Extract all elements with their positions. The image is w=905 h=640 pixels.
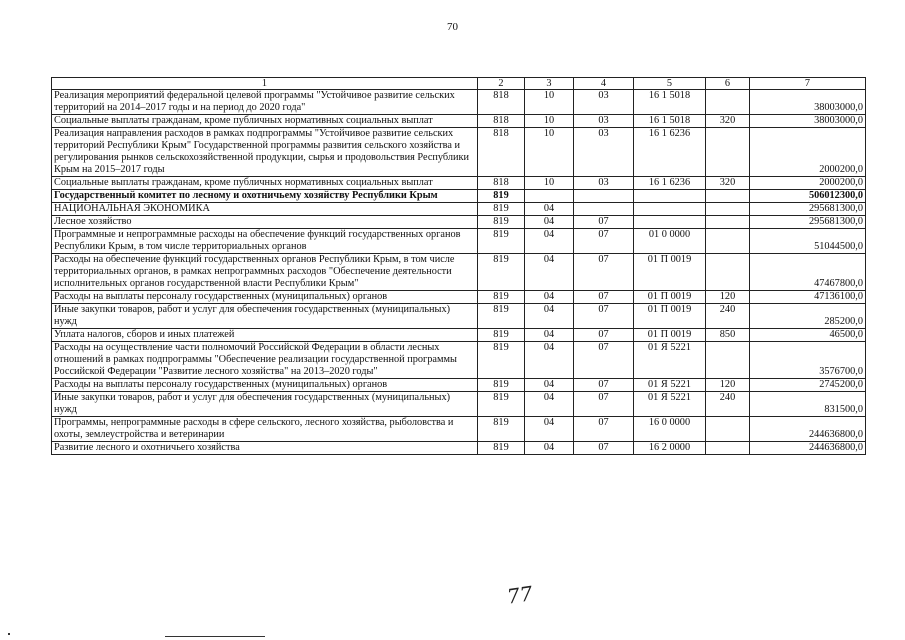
row-target-article [634, 203, 706, 216]
row-amount: 51044500,0 [750, 229, 866, 254]
row-target-article: 01 П 0019 [634, 329, 706, 342]
row-ministry-code: 819 [478, 342, 525, 379]
row-target-article [634, 190, 706, 203]
row-target-article: 01 П 0019 [634, 304, 706, 329]
row-expense-type [706, 216, 750, 229]
header-col-6: 6 [706, 78, 750, 90]
row-expense-type: 240 [706, 304, 750, 329]
margin-mark [8, 633, 10, 635]
row-section-code: 10 [525, 177, 574, 190]
row-description: Расходы на осуществление части полномочий Российской Федерации в области лесных отношений в рамках подпрограммы "Обеспечение реализации государственной программы Российской Федерации "Развитие лесного хозяйства" на 2013–2020 годы" [52, 342, 478, 379]
row-target-article: 01 Я 5221 [634, 379, 706, 392]
row-expense-type: 320 [706, 177, 750, 190]
row-subsection-code [574, 190, 634, 203]
row-description: Развитие лесного и охотничьего хозяйства [52, 442, 478, 455]
table-row [52, 229, 866, 254]
row-ministry-code: 819 [478, 379, 525, 392]
row-ministry-code: 818 [478, 177, 525, 190]
row-section-code [525, 190, 574, 203]
table-row [52, 128, 866, 177]
row-description: Социальные выплаты гражданам, кроме публичных нормативных социальных выплат [52, 115, 478, 128]
row-description: Программные и непрограммные расходы на обеспечение функций государственных органов Республики Крым, в том числе территориальных органов [52, 229, 478, 254]
table-row [52, 304, 866, 329]
row-amount: 2000200,0 [750, 128, 866, 177]
row-description: Социальные выплаты гражданам, кроме публичных нормативных социальных выплат [52, 177, 478, 190]
header-col-4: 4 [574, 78, 634, 90]
page-number: 70 [447, 21, 458, 33]
row-section-code: 04 [525, 442, 574, 455]
row-target-article: 16 1 6236 [634, 128, 706, 177]
row-target-article: 16 1 5018 [634, 115, 706, 128]
row-subsection-code: 07 [574, 379, 634, 392]
table-row [52, 442, 866, 455]
row-amount: 2745200,0 [750, 379, 866, 392]
row-section-code: 10 [525, 90, 574, 115]
row-section-code: 04 [525, 229, 574, 254]
table-row [52, 203, 866, 216]
row-amount: 295681300,0 [750, 216, 866, 229]
row-expense-type [706, 190, 750, 203]
row-target-article: 16 2 0000 [634, 442, 706, 455]
row-ministry-code: 819 [478, 229, 525, 254]
row-section-code: 04 [525, 392, 574, 417]
row-section-code: 04 [525, 254, 574, 291]
table-body [52, 90, 866, 455]
row-section-code: 10 [525, 128, 574, 177]
row-ministry-code: 819 [478, 417, 525, 442]
table-row [52, 342, 866, 379]
row-expense-type [706, 203, 750, 216]
row-expense-type: 240 [706, 392, 750, 417]
table-row [52, 392, 866, 417]
row-amount: 244636800,0 [750, 417, 866, 442]
row-expense-type [706, 254, 750, 291]
row-ministry-code: 818 [478, 128, 525, 177]
row-subsection-code: 07 [574, 417, 634, 442]
row-section-code: 04 [525, 216, 574, 229]
row-amount: 506012300,0 [750, 190, 866, 203]
row-amount: 47467800,0 [750, 254, 866, 291]
row-ministry-code: 819 [478, 392, 525, 417]
row-amount: 244636800,0 [750, 442, 866, 455]
row-expense-type: 120 [706, 379, 750, 392]
table-row [52, 190, 866, 203]
row-description: Лесное хозяйство [52, 216, 478, 229]
header-col-3: 3 [525, 78, 574, 90]
header-col-7: 7 [750, 78, 866, 90]
row-section-code: 04 [525, 342, 574, 379]
row-amount: 2000200,0 [750, 177, 866, 190]
row-description: Программы, непрограммные расходы в сфере сельского, лесного хозяйства, рыболовства и охоты, землеустройства и ветеринарии [52, 417, 478, 442]
row-description: Расходы на выплаты персоналу государственных (муниципальных) органов [52, 379, 478, 392]
row-amount: 295681300,0 [750, 203, 866, 216]
table-header-row [52, 78, 866, 90]
row-amount: 831500,0 [750, 392, 866, 417]
row-amount: 38003000,0 [750, 90, 866, 115]
row-expense-type: 850 [706, 329, 750, 342]
table-row [52, 216, 866, 229]
header-col-5: 5 [634, 78, 706, 90]
row-expense-type [706, 90, 750, 115]
row-subsection-code: 03 [574, 128, 634, 177]
row-section-code: 04 [525, 379, 574, 392]
row-subsection-code: 07 [574, 254, 634, 291]
budget-table [51, 77, 866, 455]
row-subsection-code: 07 [574, 342, 634, 379]
row-ministry-code: 818 [478, 90, 525, 115]
table-row [52, 254, 866, 291]
row-description: Реализация мероприятий федеральной целевой программы "Устойчивое развитие сельских территорий на 2014–2017 годы и на период до 2020 года" [52, 90, 478, 115]
row-subsection-code: 03 [574, 177, 634, 190]
table-row [52, 417, 866, 442]
row-subsection-code: 03 [574, 115, 634, 128]
row-expense-type [706, 229, 750, 254]
row-ministry-code: 818 [478, 115, 525, 128]
row-section-code: 04 [525, 291, 574, 304]
row-subsection-code: 03 [574, 90, 634, 115]
row-description: Государственный комитет по лесному и охотничьему хозяйству Республики Крым [52, 190, 478, 203]
row-target-article: 01 П 0019 [634, 254, 706, 291]
row-section-code: 10 [525, 115, 574, 128]
row-target-article: 01 Я 5221 [634, 392, 706, 417]
row-expense-type: 120 [706, 291, 750, 304]
row-target-article [634, 216, 706, 229]
row-description: Уплата налогов, сборов и иных платежей [52, 329, 478, 342]
row-section-code: 04 [525, 417, 574, 442]
table-row [52, 329, 866, 342]
row-target-article: 16 0 0000 [634, 417, 706, 442]
row-amount: 285200,0 [750, 304, 866, 329]
table-row [52, 177, 866, 190]
row-description: Расходы на обеспечение функций государственных органов Республики Крым, в том числе территориальных органов, в рамках непрограммных расходов "Обеспечение деятельности исполнительных органов государственной власти Республики Крым" [52, 254, 478, 291]
header-col-2: 2 [478, 78, 525, 90]
row-ministry-code: 819 [478, 329, 525, 342]
row-ministry-code: 819 [478, 190, 525, 203]
row-ministry-code: 819 [478, 216, 525, 229]
row-expense-type [706, 442, 750, 455]
row-subsection-code [574, 203, 634, 216]
row-section-code: 04 [525, 304, 574, 329]
row-description: Иные закупки товаров, работ и услуг для обеспечения государственных (муниципальных) нужд [52, 392, 478, 417]
row-section-code: 04 [525, 329, 574, 342]
row-ministry-code: 819 [478, 442, 525, 455]
row-description: Расходы на выплаты персоналу государственных (муниципальных) органов [52, 291, 478, 304]
row-description: Иные закупки товаров, работ и услуг для обеспечения государственных (муниципальных) нужд [52, 304, 478, 329]
row-amount: 46500,0 [750, 329, 866, 342]
row-target-article: 01 П 0019 [634, 291, 706, 304]
row-ministry-code: 819 [478, 304, 525, 329]
row-amount: 38003000,0 [750, 115, 866, 128]
row-subsection-code: 07 [574, 216, 634, 229]
table-row [52, 115, 866, 128]
row-expense-type [706, 417, 750, 442]
table-row [52, 291, 866, 304]
row-ministry-code: 819 [478, 291, 525, 304]
footer-divider [165, 636, 265, 637]
row-description: Реализация направления расходов в рамках подпрограммы "Устойчивое развитие сельских территорий Республики Крым" Государственной программы развития сельского хозяйства и регулирования рынков сельскохозяйственной продукции, сырья и продовольствия Республики Крым на 2015–2017 годы [52, 128, 478, 177]
row-subsection-code: 07 [574, 442, 634, 455]
row-ministry-code: 819 [478, 203, 525, 216]
row-amount: 3576700,0 [750, 342, 866, 379]
row-expense-type: 320 [706, 115, 750, 128]
table-row [52, 379, 866, 392]
row-target-article: 16 1 6236 [634, 177, 706, 190]
handwritten-signature: 77 [505, 581, 534, 609]
row-section-code: 04 [525, 203, 574, 216]
row-target-article: 16 1 5018 [634, 90, 706, 115]
row-expense-type [706, 128, 750, 177]
row-subsection-code: 07 [574, 304, 634, 329]
row-subsection-code: 07 [574, 392, 634, 417]
row-description: НАЦИОНАЛЬНАЯ ЭКОНОМИКА [52, 203, 478, 216]
row-amount: 47136100,0 [750, 291, 866, 304]
row-ministry-code: 819 [478, 254, 525, 291]
header-col-1: 1 [52, 78, 478, 90]
row-target-article: 01 Я 5221 [634, 342, 706, 379]
row-subsection-code: 07 [574, 229, 634, 254]
row-subsection-code: 07 [574, 291, 634, 304]
row-target-article: 01 0 0000 [634, 229, 706, 254]
table-row [52, 90, 866, 115]
row-subsection-code: 07 [574, 329, 634, 342]
row-expense-type [706, 342, 750, 379]
